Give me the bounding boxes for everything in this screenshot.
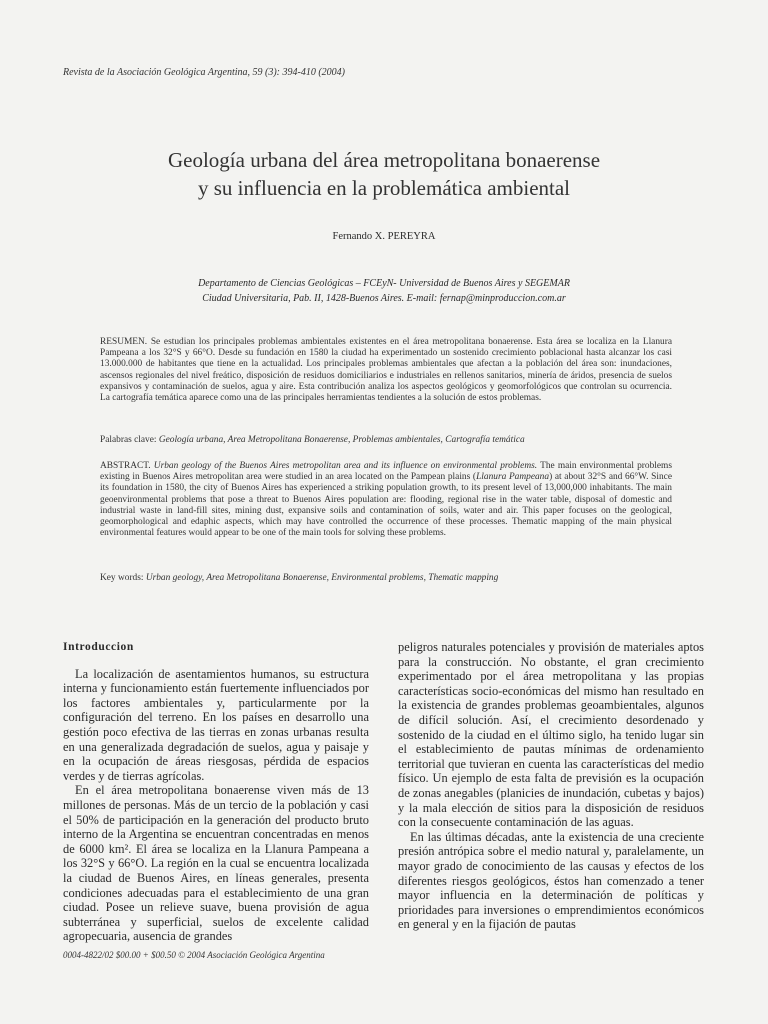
- resumen-label: RESUMEN.: [100, 337, 148, 347]
- title-line-2: y su influencia en la problemática ambiental: [197, 176, 571, 200]
- abstract-italic: Llanura Pampeana: [476, 472, 550, 483]
- section-heading: Introduccion: [63, 641, 134, 653]
- palabras-clave-label: Palabras clave:: [100, 435, 157, 445]
- affiliation-line-2: Ciudad Universitaria, Pab. II, 1428-Buenos Aires. E-mail: fernap@minproduccion.com.ar: [202, 293, 566, 304]
- body-paragraph: La localización de asentamientos humanos, su estructura interna y funcionamiento están fuertemente influenciados por los factores ambientales y, particularmente por la configuración del terreno. En los países en desarrollo una gestión poco efectiva de las tierras en zonas urbanas resulta en una generalizada degradación de suelos, agua y paisaje y en la ocupación de áreas riesgosas, pérdida de espacios verdes y de tierras agrícolas.: [63, 666, 369, 783]
- palabras-clave-text: Geología urbana, Area Metropolitana Bonaerense, Problemas ambientales, Cartografía temática: [158, 435, 525, 445]
- keywords: [100, 573, 672, 584]
- abstract-label: ABSTRACT.: [100, 461, 151, 471]
- affiliation-line-1: Departamento de Ciencias Geológicas – FCEyN- Universidad de Buenos Aires y SEGEMAR: [198, 278, 570, 289]
- author: Fernando X. PEREYRA: [332, 231, 436, 242]
- body-paragraph: En las últimas décadas, ante la existencia de una creciente presión antrópica sobre el medio natural y, paralelamente, un mayor grado de conocimiento de las causas y efectos de los diferentes riesgos geológicos, éstos han comenzado a tener mayor influencia en la determinación de políticas y prioridades para inversiones o emprendimientos económicos en general y en la fijación de pautas: [398, 829, 704, 932]
- journal-citation: Revista de la Asociación Geológica Argentina, 59 (3): 394-410 (2004): [63, 67, 345, 78]
- body-left-column: [63, 640, 369, 944]
- footer-copyright: 0004-4822/02 $00.00 + $00.50 © 2004 Asociación Geológica Argentina: [63, 950, 325, 960]
- abstract-block: [100, 461, 672, 539]
- resumen-block: [100, 337, 672, 404]
- paper-title: [0, 146, 768, 202]
- body-paragraph: peligros naturales potenciales y provisión de materiales aptos para la construcción. No obstante, el gran crecimiento experimentado por el área metropolitana y las propias características socio-económicas del mismo han resultado en la existencia de grandes problemas geoambientales, algunos de difícil solución. Así, el crecimiento desordenado y sostenido de la ciudad en el último siglo, ha tenido lugar sin el establecimiento de pautas mínimas de ordenamiento territorial que tuvieran en cuenta las características del medio físico. Un ejemplo de esta falta de previsión es la ocupación de zonas anegables (planicies de inundación, cubetas y bajos) y la mala elección de sitios para la disposición de residuos con la consecuente contaminación de las aguas.: [398, 640, 704, 830]
- resumen-text: Se estudian los principales problemas ambientales existentes en el área metropolitana bonaerense. Esta área se localiza en la Llanura Pampeana a los 32°S y 66°O. Desde su fundación en 1580 la ciudad ha experimentado un sostenido crecimiento poblacional hasta alcanzar los casi 13.000.000 de habitantes que tiene en la actualidad. Los principales problemas ambientales que afectan a la población del área son: inundaciones, ascensos regionales del nivel freático, disposición de residuos domiciliarios e industriales en rellenos sanitarios, minería de áridos, presencia de suelos expansivos y contaminación de suelos, agua y aire. Esta contribución analiza los aspectos geológicos y geomorfológicos que controlan su ocurrencia. La cartografía temática aparece como una de las principales herramientas tendientes a la solución de estos problemas.: [100, 337, 673, 404]
- title-line-1: Geología urbana del área metropolitana bonaerense: [167, 148, 601, 172]
- body-right-column: [398, 640, 704, 932]
- abstract-title: Urban geology of the Buenos Aires metropolitan area and its influence on environmental problems.: [153, 461, 538, 471]
- abstract-text-2: ) at about 32°S and 66°W. Since its foundation in 1580, the city of Buenos Aires has experienced a striking population growth, to its present level of 13,000,000 inhabitants. The main geoenvironmental problems that pose a threat to Buenos Aires population are: flooding, regional rise in the water table, disposal of domestic and industrial waste in land-fill sites, mining dust, expansive soils and contamination of soils, water and air. This paper focuses on the geological, geomorphological and edaphic aspects, which may have controlled the occurrence of these processes. Thematic mapping of the main physical environmental features would appear to be one of the main tools for solving these problems.: [100, 472, 672, 539]
- palabras-clave: [100, 435, 672, 446]
- abstract-text-1: The main environmental problems existing in Buenos Aires metropolitan area were studied in an area located on the Pampean plains (: [100, 461, 672, 483]
- keywords-text: Urban geology, Area Metropolitana Bonaerense, Environmental problems, Thematic mapping: [145, 573, 499, 583]
- body-paragraph: En el área metropolitana bonaerense viven más de 13 millones de personas. Más de un tercio de la población y casi el 50% de participación en la generación del producto bruto interno de la Argentina se encuentran concentradas en menos de 6000 km². El área se localiza en la Llanura Pampeana a los 32°S y 66°O. La región en la cual se encuentra localizada la ciudad de Buenos Aires, en líneas generales, presenta condiciones adecuadas para el establecimiento de una gran ciudad. Posee un relieve suave, buena provisión de agua subterránea y superficial, suelos de excelente calidad agropecuaria, ausencia de grandes: [63, 783, 369, 944]
- keywords-label: Key words:: [100, 573, 144, 583]
- affiliation: [0, 276, 768, 306]
